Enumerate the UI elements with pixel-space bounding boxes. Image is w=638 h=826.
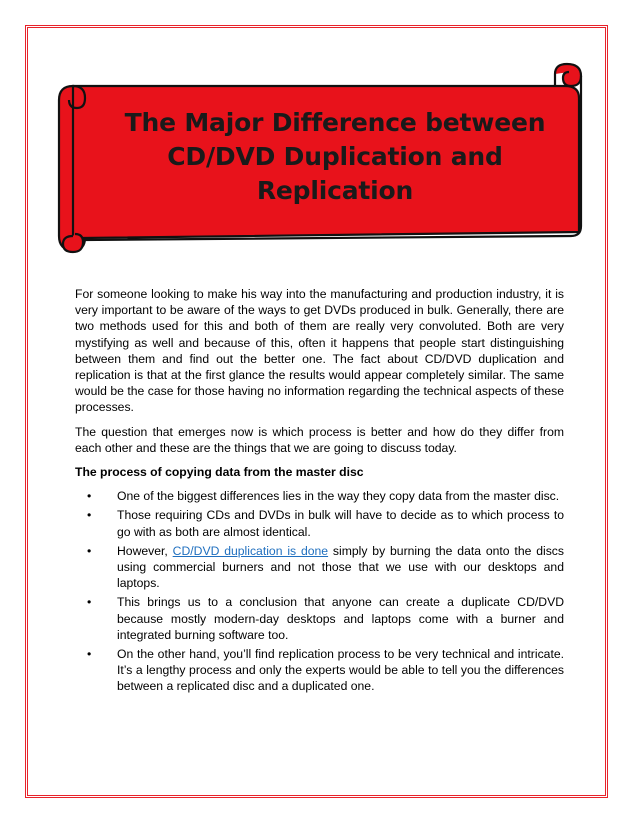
list-item [87, 488, 564, 504]
bullet-icon: • [87, 508, 92, 523]
bullet-icon: • [87, 543, 92, 558]
list-item [87, 507, 564, 539]
list-item-text: One of the biggest differences lies in the way they copy data from the master disc. [117, 489, 560, 504]
list-item-text: This brings us to a conclusion that anyone can create a duplicate CD/DVD because mostly modern-day desktops and laptops come with a burner and integrated burning software too. [117, 595, 564, 642]
list-item-text: Those requiring CDs and DVDs in bulk will have to decide as to which process to go with as both are almost identical. [117, 508, 564, 539]
duplication-link[interactable]: CD/DVD duplication is done [172, 543, 329, 558]
page-title [95, 106, 575, 208]
intro-paragraph: For someone looking to make his way into the manufacturing and production industry, it is very important to be aware of the ways to get DVDs produced in bulk. Generally, there are two methods used for this and both of them are really very convoluted. Both are very mystifying as well and because of this, often it happens that people start distinguishing between them and find out the better one. The fact about CD/DVD duplication and replication is that at the first glance the results would appear completely similar. The same would be the case for those having no information regarding the technical aspects of these processes. [75, 287, 564, 415]
bullet-icon: • [87, 647, 92, 662]
title-banner [55, 60, 600, 255]
document-body [75, 286, 564, 698]
title-line-2: CD/DVD Duplication and [167, 142, 503, 171]
list-item-text-before-link: However, [117, 543, 173, 558]
title-line-3: Replication [256, 176, 414, 205]
section-heading: The process of copying data from the master disc [75, 465, 364, 480]
bullet-icon: • [87, 595, 92, 610]
list-item [87, 543, 564, 592]
bullet-icon: • [87, 489, 92, 504]
title-line-1: The Major Difference between [124, 108, 546, 137]
list-item-text-after-link: simply by burning the data onto the discs using commercial burners and not those that we use with our desktops and laptops. [117, 543, 564, 591]
list-item [87, 594, 564, 643]
list-item-text: On the other hand, you’ll find replication process to be very technical and intricate. It’s a lengthy process and only the experts would be able to tell you the differences between a replicated disc and a duplicated one. [117, 647, 564, 694]
second-paragraph: The question that emerges now is which process is better and how do they differ from each other and these are the things that we are going to discuss today. [75, 424, 564, 455]
bullet-list [75, 488, 564, 694]
list-item [87, 646, 564, 695]
